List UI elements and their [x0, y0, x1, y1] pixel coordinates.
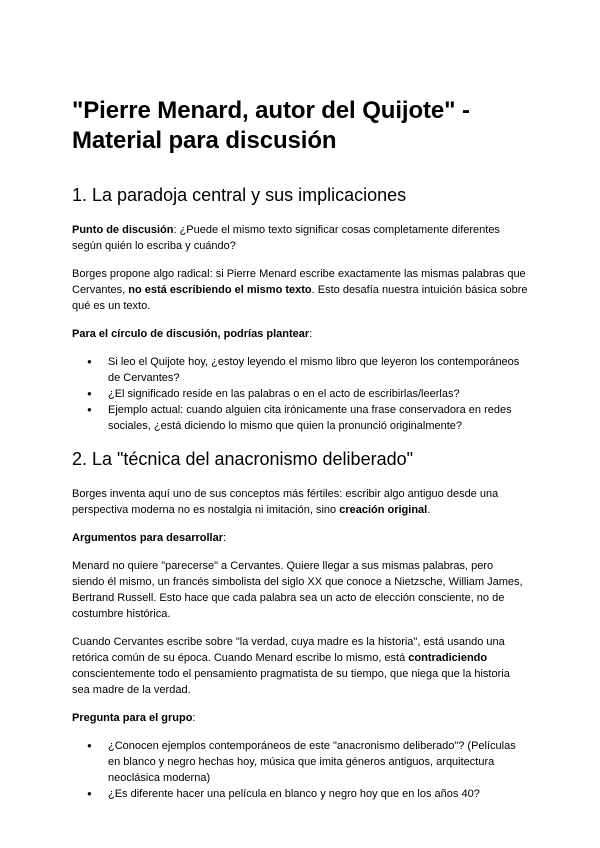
section-2-intro — [72, 486, 528, 518]
discussion-label: Punto de discusión — [72, 224, 174, 236]
section-2-bullet-list — [72, 738, 528, 802]
discussion-text: : ¿Puede el mismo texto significar cosas completamente diferentes según quién lo escriba y cuándo? — [72, 224, 500, 252]
paragraph-text: conscientemente todo el pensamiento pragmatista de su tiempo, que niega que la historia sea madre de la verdad. — [72, 668, 510, 696]
paragraph-emphasis: contradiciendo — [408, 652, 488, 664]
circle-label: Para el círculo de discusión, podrías plantear — [72, 328, 310, 340]
document-title: "Pierre Menard, autor del Quijote" - Material para discusión — [72, 97, 470, 154]
discussion-point — [72, 222, 528, 254]
list-item: ● Ejemplo actual: cuando alguien cita irónicamente una frase conservadora en redes sociales, ¿está diciendo lo mismo que quien la pronunció originalmente? — [72, 402, 528, 434]
paragraph-text: . Esto desafía nuestra intuición básica sobre qué es un texto. — [72, 284, 528, 312]
circle-prompt — [72, 326, 528, 342]
paragraph-emphasis: no está escribiendo el mismo texto — [128, 284, 312, 296]
document-page — [72, 96, 528, 816]
section-1-paragraph — [72, 266, 528, 314]
paragraph-text: . — [427, 504, 431, 516]
circle-colon: : — [309, 328, 313, 340]
paragraph-text: Cuando Cervantes escribe sobre "la verdad, cuya madre es la historia", está usando una retórica común de su época. Cuando Menard escribe lo mismo, está — [72, 636, 505, 664]
question-colon: : — [192, 712, 196, 724]
list-item: ● ¿Es diferente hacer una película en blanco y negro hoy que en los años 40? — [72, 786, 528, 802]
section-2-paragraph-1: Menard no quiere "parecerse" a Cervantes. Quiere llegar a sus mismas palabras, pero siendo él mismo, un francés simbolista del siglo XX que conoce a Nietzsche, William James, Bertrand Russell. Esto hace que cada palabra sea un acto de elección consciente, no de costumbre histórica. — [72, 560, 523, 620]
section-1-heading: 1. La paradoja central y sus implicaciones — [72, 185, 407, 205]
paragraph-emphasis: creación original — [339, 504, 428, 516]
paragraph-text: Borges propone algo radical: si Pierre Menard escribe exactamente las mismas palabras que Cervantes, — [72, 268, 526, 296]
arguments-prompt — [72, 530, 528, 546]
arguments-label: Argumentos para desarrollar — [72, 532, 223, 544]
list-item: ● ¿Conocen ejemplos contemporáneos de este "anacronismo deliberado"? (Películas en blanco y negro hechas hoy, música que imita géneros antiguos, arquitectura neoclásica moderna) — [72, 738, 528, 786]
list-item: ● Si leo el Quijote hoy, ¿estoy leyendo el mismo libro que leyeron los contemporáneos de Cervantes? — [72, 354, 528, 386]
list-item: ● ¿El significado reside en las palabras o en el acto de escribirlas/leerlas? — [72, 386, 528, 402]
section-2-heading: 2. La "técnica del anacronismo deliberado" — [72, 449, 413, 469]
section-1-bullet-list — [72, 354, 528, 434]
section-2-paragraph-2 — [72, 634, 528, 698]
question-label: Pregunta para el grupo — [72, 712, 193, 724]
arguments-colon: : — [223, 532, 227, 544]
paragraph-text: Borges inventa aquí uno de sus conceptos más fértiles: escribir algo antiguo desde una perspectiva moderna no es nostalgia ni imitación, sino — [72, 488, 499, 516]
question-prompt — [72, 710, 528, 726]
